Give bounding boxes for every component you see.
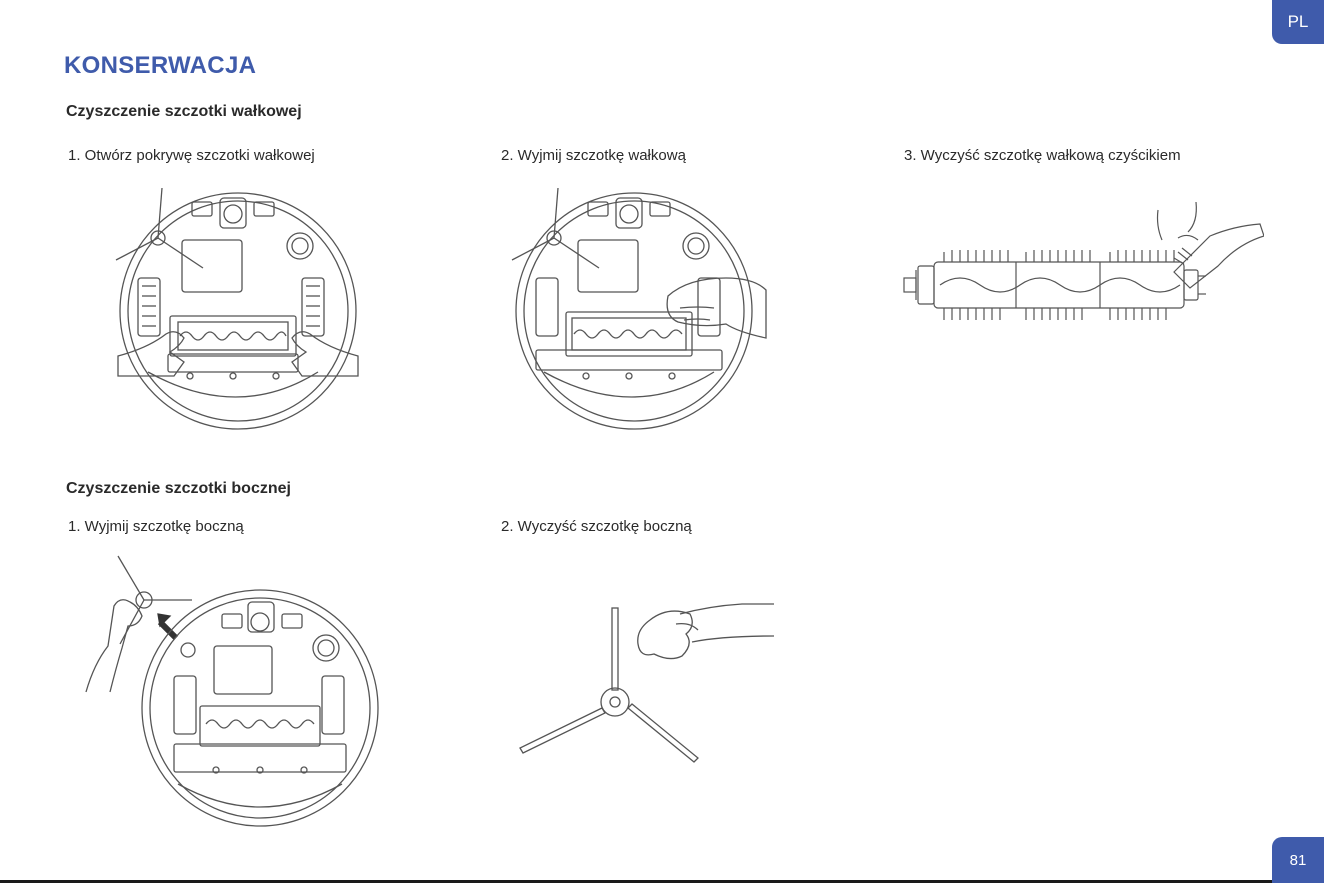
language-tab: PL	[1272, 0, 1324, 44]
roller-brush-cleaning-illustration	[900, 200, 1264, 330]
side-brush-cleaning-illustration	[516, 600, 778, 770]
page-number: 81	[1272, 837, 1324, 883]
robot-side-brush-removal-illustration	[82, 552, 382, 832]
step-clean-roller: 3. Wyczyść szczotkę wałkową czyścikiem	[904, 147, 1181, 164]
robot-underside-remove-roller-illustration	[508, 186, 770, 432]
step-open-cover: 1. Otwórz pokrywę szczotki wałkowej	[68, 147, 315, 164]
section-title-roller-brush: Czyszczenie szczotki wałkowej	[66, 103, 302, 120]
section-title-side-brush: Czyszczenie szczotki bocznej	[66, 480, 291, 497]
robot-underside-open-cover-illustration	[108, 186, 368, 432]
step-clean-side-brush: 2. Wyczyść szczotkę boczną	[501, 518, 692, 535]
step-remove-roller: 2. Wyjmij szczotkę wałkową	[501, 147, 686, 164]
page-title: KONSERWACJA	[64, 52, 257, 79]
step-remove-side-brush: 1. Wyjmij szczotkę boczną	[68, 518, 244, 535]
